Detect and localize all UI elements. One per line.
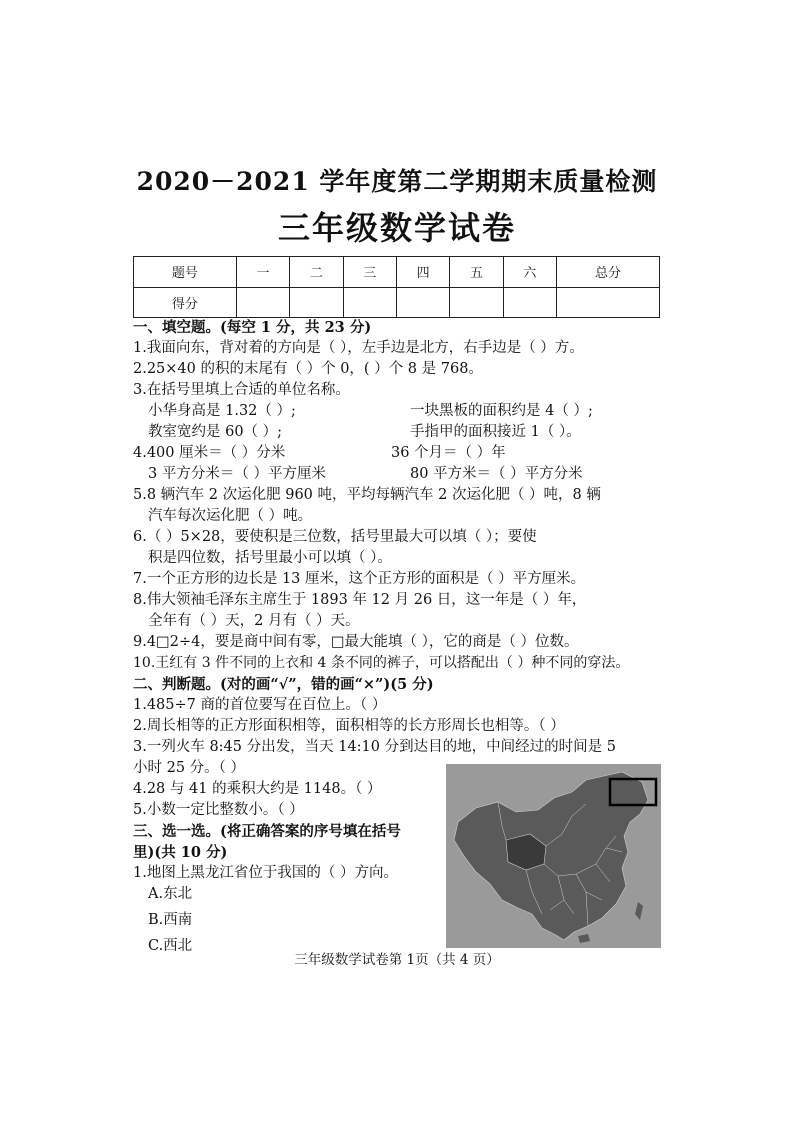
question-subitems: [133, 443, 673, 464]
score-cell[interactable]: [450, 287, 503, 318]
question: 4.28 与 41 的乘积大约是 1148。（ ）: [133, 781, 382, 797]
score-cell[interactable]: [290, 287, 343, 318]
question: 6.（ ）5×28，要使积是三位数，括号里最大可以填（ ）；要使: [133, 529, 537, 545]
question: 3.一列火车 8:45 分出发，当天 14:10 分到达目的地，中间经过的时间是 5: [133, 739, 616, 755]
china-map-image: [446, 764, 661, 948]
option-b: B.西南: [148, 912, 193, 928]
question-continued: 积是四位数，括号里最小可以填（ ）。: [148, 550, 392, 566]
score-cell[interactable]: [557, 287, 660, 318]
score-cell[interactable]: [503, 287, 556, 318]
score-header-cell: 总分: [557, 257, 660, 288]
question: 5.小数一定比整数小。（ ）: [133, 802, 304, 818]
score-header-cell: 二: [290, 257, 343, 288]
score-header-cell: 一: [236, 257, 289, 288]
score-header-cell: 五: [450, 257, 503, 288]
sub-item: 80 平方米＝（ ）平方分米: [410, 466, 583, 482]
question: 10.王红有 3 件不同的上衣和 4 条不同的裤子，可以搭配出（ ）种不同的穿法。: [133, 655, 630, 671]
sub-item: 手指甲的面积接近 1（ ）。: [410, 424, 581, 440]
china-landmass: [454, 772, 648, 940]
question: 2.周长相等的正方形面积相等，面积相等的长方形周长也相等。（ ）: [133, 718, 565, 734]
exam-subtitle: 三年级数学试卷: [277, 209, 516, 247]
question: 1.地图上黑龙江省位于我国的（ ）方向。: [133, 865, 398, 881]
question-continued: 汽车每次运化肥（ ）吨。: [148, 508, 313, 524]
question: 3.在括号里填上合适的单位名称。: [133, 382, 350, 398]
section-heading-continued: 里)(共 10 分): [133, 844, 228, 861]
question: 9.4□2÷4，要是商中间有零，□最大能填（ ），它的商是（ ）位数。: [133, 634, 579, 650]
question-subitems: [133, 422, 673, 443]
sub-item: 一块黑板的面积约是 4（ ）;: [410, 403, 593, 419]
score-table-header-row: [134, 257, 660, 288]
sub-item: 36 个月＝（ ）年: [391, 445, 506, 461]
score-cell[interactable]: [396, 287, 449, 318]
question: 1.485÷7 商的首位要写在百位上。（ ）: [133, 697, 387, 713]
section-heading: 一、填空题。(每空 1 分，共 23 分): [133, 319, 372, 336]
question: 5.8 辆汽车 2 次运化肥 960 吨，平均每辆汽车 2 次运化肥（ ）吨，8 辆: [133, 487, 601, 503]
question-subitems: [133, 464, 673, 485]
option-a: A.东北: [148, 886, 193, 902]
page-footer: 三年级数学试卷第 1页（共 4 页）: [294, 952, 500, 968]
question-subitems: [133, 401, 673, 422]
score-table-score-row: [134, 287, 660, 318]
question-continued: 小时 25 分。（ ）: [133, 760, 246, 776]
score-cell[interactable]: [343, 287, 396, 318]
score-header-cell: 四: [396, 257, 449, 288]
score-table: [133, 256, 660, 318]
question-continued: 全年有（ ）天，2 月有（ ）天。: [148, 613, 360, 629]
question: 1.我面向东，背对着的方向是（ ），左手边是北方，右手边是（ ）方。: [133, 340, 584, 356]
section-heading: 二、判断题。(对的画“√”，错的画“×”)(5 分): [133, 676, 434, 693]
section-heading: 三、选一选。(将正确答案的序号填在括号: [133, 823, 401, 840]
score-row-label: 得分: [134, 287, 237, 318]
score-header-cell: 三: [343, 257, 396, 288]
option-c: C.西北: [148, 938, 193, 954]
question: 8.伟大领袖毛泽东主席生于 1893 年 12 月 26 日，这一年是（ ）年，: [133, 592, 587, 608]
sub-item: 教室宽约是 60（ ）;: [148, 424, 283, 440]
score-cell[interactable]: [236, 287, 289, 318]
question: 7.一个正方形的边长是 13 厘米，这个正方形的面积是（ ）平方厘米。: [133, 571, 586, 587]
score-header-cell: 六: [503, 257, 556, 288]
score-header-cell: 题号: [134, 257, 237, 288]
taiwan-island: [635, 902, 643, 920]
question: 2.25×40 的积的末尾有（ ）个 0，( ）个 8 是 768。: [133, 361, 483, 377]
sub-item: 3 平方分米＝（ ）平方厘米: [148, 466, 326, 482]
sub-item: 4.400 厘米＝（ ）分米: [133, 445, 286, 461]
china-map-graphic: [446, 764, 661, 948]
hainan-island: [578, 934, 590, 943]
exam-title: 2020－2021 学年度第二学期期末质量检测: [136, 167, 658, 196]
sub-item: 小华身高是 1.32（ ）;: [148, 403, 296, 419]
